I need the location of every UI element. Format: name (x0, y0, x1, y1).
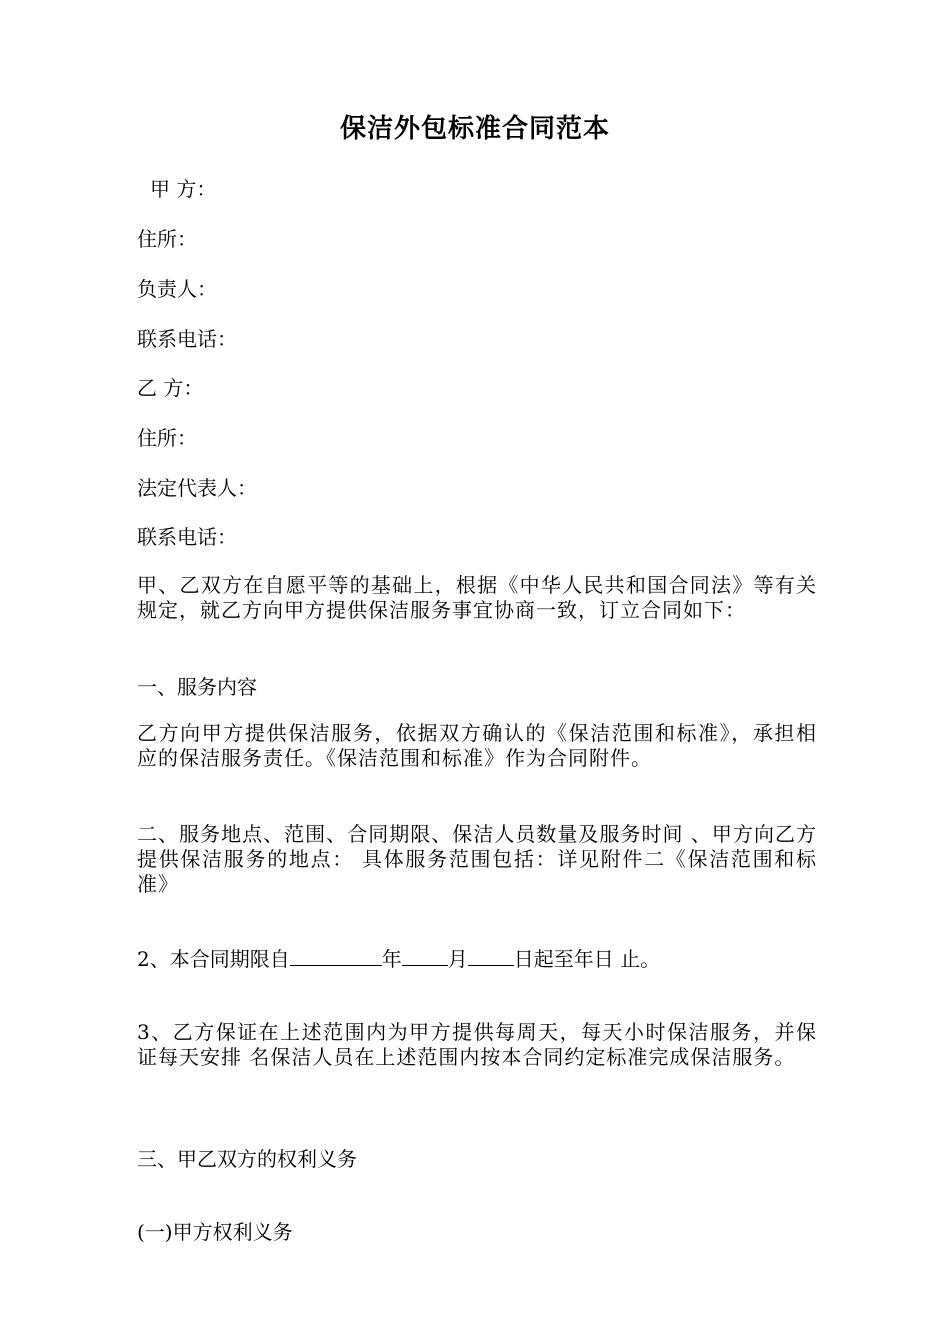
section3-sub1: (一)甲方权利义务 (137, 1220, 293, 1244)
item2-part4: 日起至年日 止。 (513, 947, 661, 971)
party-a-address: 住所： (137, 227, 197, 251)
month-blank (402, 947, 448, 966)
intro-paragraph: 甲、乙双方在自愿平等的基础上，根据《中华人民共和国合同法》等有关规定，就乙方向甲方提供保洁服务事宜协商一致，订立合同如下： (137, 573, 817, 622)
party-b-label: 乙 方： (137, 376, 204, 400)
item2-part2: 年 (381, 947, 402, 971)
section1-body: 乙方向甲方提供保洁服务，依据双方确认的《保洁范围和标准》，承担相应的保洁服务责任。《保洁范围和标准》作为合同附件。 (137, 721, 817, 770)
section1-heading: 一、服务内容 (137, 675, 257, 699)
section2-item3: 3、乙方保证在上述范围内为甲方提供每周天，每天小时保洁服务，并保证每天安排 名保洁人员在上述范围内按本合同约定标准完成保洁服务。 (137, 1020, 817, 1069)
day-blank (468, 947, 514, 966)
document-title: 保洁外包标准合同范本 (339, 114, 610, 144)
party-a-responsible: 负责人： (137, 277, 217, 301)
section2-heading-body: 二、服务地点、范围、合同期限、保洁人员数量及服务时间 、甲方向乙方提供保洁服务的地点： 具体服务范围包括：详见附件二《保洁范围和标准》 (137, 822, 817, 896)
section2-item2 (137, 946, 817, 972)
party-a-phone: 联系电话： (137, 327, 237, 351)
item2-part3: 月 (447, 947, 468, 971)
section3-heading: 三、甲乙双方的权利义务 (137, 1147, 357, 1171)
year-blank (290, 947, 382, 966)
party-b-phone: 联系电话： (137, 525, 237, 549)
party-b-address: 住所： (137, 426, 197, 450)
party-b-legal-rep: 法定代表人： (137, 476, 257, 500)
item2-part1: 2、本合同期限自 (137, 947, 290, 971)
party-a-label: 甲 方： (150, 177, 217, 201)
